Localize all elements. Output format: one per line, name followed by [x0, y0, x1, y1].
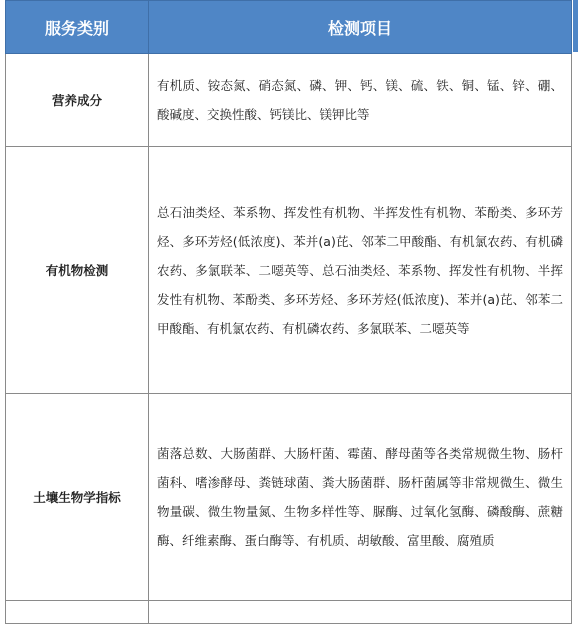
header-service-category: 服务类别 [6, 1, 149, 54]
row-items-empty [149, 601, 572, 624]
table-row [6, 394, 572, 601]
row-category: 营养成分 [6, 54, 149, 147]
row-items: 菌落总数、大肠菌群、大肠杆菌、霉菌、酵母菌等各类常规微生物、肠杆菌科、嗜渗酵母、粪链球菌、粪大肠菌群、肠杆菌属等非常规微生、微生物量碳、微生物量氮、生物多样性等、脲酶、过氧化氢酶、磷酸酶、蔗糖酶、纤维素酶、蛋白酶等、有机质、胡敏酸、富里酸、腐殖质 [149, 394, 572, 601]
table-edge-strip [573, 0, 578, 52]
row-items: 总石油类烃、苯系物、挥发性有机物、半挥发性有机物、苯酚类、多环芳烃、多环芳烃(低浓度)、苯并(a)芘、邻苯二甲酸酯、有机氯农药、有机磷农药、多氯联苯、二噁英等、总石油类烃、苯系物、挥发性有机物、半挥发性有机物、苯酚类、多环芳烃、多环芳烃(低浓度)、苯并(a)芘、邻苯二甲酸酯、有机氯农药、有机磷农药、多氯联苯、二噁英等 [149, 147, 572, 394]
row-category: 有机物检测 [6, 147, 149, 394]
row-items: 有机质、铵态氮、硝态氮、磷、钾、钙、镁、硫、铁、铜、锰、锌、硼、酸碱度、交换性酸、钙镁比、镁钾比等 [149, 54, 572, 147]
table-row [6, 54, 572, 147]
service-table [5, 0, 572, 624]
row-category-empty [6, 601, 149, 624]
header-test-items: 检测项目 [149, 1, 572, 54]
table-row-partial [6, 601, 572, 624]
row-category: 土壤生物学指标 [6, 394, 149, 601]
header-row [6, 1, 572, 54]
table-row [6, 147, 572, 394]
